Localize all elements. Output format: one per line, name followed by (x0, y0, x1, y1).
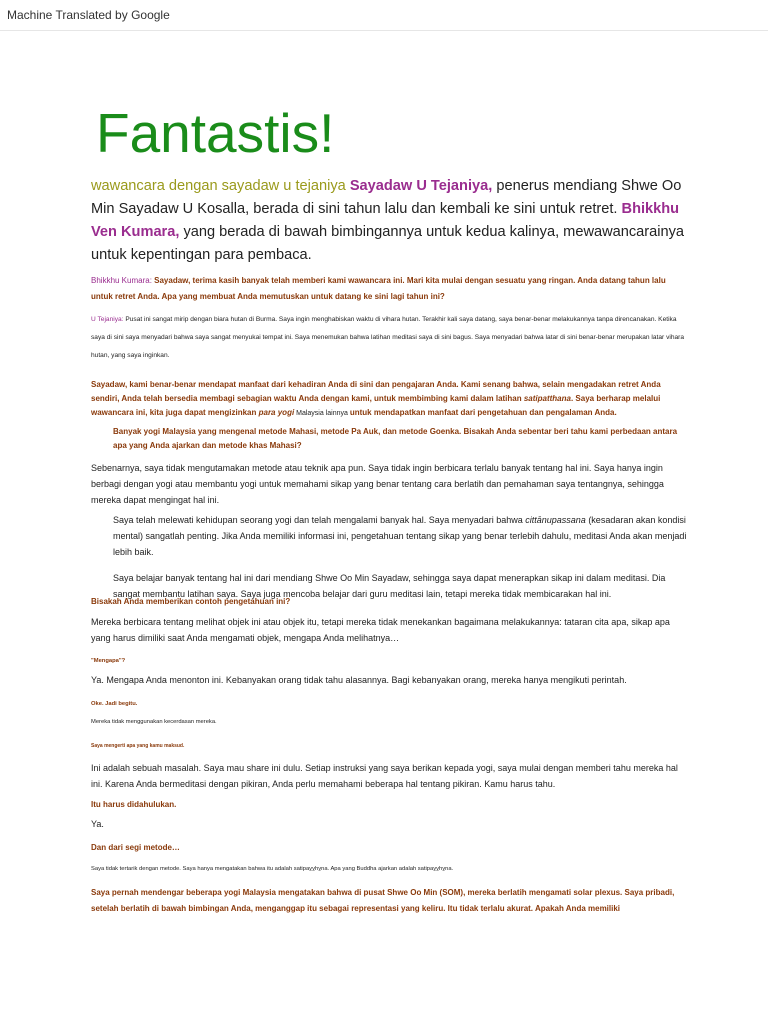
question-7: Saya mengerti apa yang kamu maksud. (91, 743, 185, 749)
question-6: Oke. Jadi begitu. (91, 701, 138, 707)
question-2 (91, 378, 687, 421)
answer-7: Ini adalah sebuah masalah. Saya mau share ini dulu. Setiap instruksi yang saya berikan kepada yogi, saya mulai dengan memberi tahu mereka hal ini. Karena Anda bermeditasi dengan pikiran, Anda perlu memahami beberapa hal tentang pikiran. Kamu harus tahu. (91, 763, 678, 789)
speaker-tejaniya: U Tejaniya: (91, 316, 124, 323)
question-2-small: Malaysia lainnya (294, 410, 350, 417)
intro-name-kumara: Bhikkhu Ven Kumara, (91, 201, 680, 240)
answer-1-text: Pusat ini sangat mirip dengan biara hutan di Burma. Saya ingin menghabiskan waktu di vihara hutan. Terakhir kali saya datang, saya benar-benar melakukannya tanpa direncanakan. Ketika saya di sini saya menyadari bahwa saya sangat menyukai tempat ini. Saya menemukan bahwa latihan meditasi saya di sini bagus. Saya menyadari bahwa latar di sini benar-benar merupakan latar vihara hutan, yang saya inginkan. (91, 316, 685, 359)
intro-lead: wawancara dengan sayadaw u tejaniya (91, 178, 346, 194)
article-title: Fantastis! (96, 102, 335, 164)
translation-banner (0, 0, 768, 31)
question-2-italic-1: satipatthana (523, 394, 571, 403)
question-3-text: Banyak yogi Malaysia yang mengenal metode Mahasi, metode Pa Auk, dan metode Goenka. Bisakah Anda sebentar beri tahu kami perbedaan antara apa yang Anda ajarkan dan metode khas Mahasi? (113, 427, 678, 450)
question-1-text: Sayadaw, terima kasih banyak telah memberi kami wawancara ini. Mari kita mulai dengan sesuatu yang ringan. Anda datang tahun lalu untuk retret Anda. Apa yang membuat Anda memutuskan untuk datang ke sini lagi tahun ini? (91, 276, 666, 301)
speaker-kumara: Bhikkhu Kumara: (91, 276, 152, 285)
answer-3-paragraph-3: Saya belajar banyak tentang hal ini dari mendiang Shwe Oo Min Sayadaw, sehingga saya dapat menerapkan sikap ini dalam meditasi. Dia sangat membantu latihan saya. Saya juga mencoba belajar dari guru meditasi lain, tetapi mereka tidak membicarakan hal ini. (113, 573, 666, 599)
question-10: Saya pernah mendengar beberapa yogi Malaysia mengatakan bahwa di pusat Shwe Oo Min (SOM), mereka berlatih mengamati solar plexus. Saya pribadi, setelah berlatih di bawah bimbingan Anda, menganggap itu sebagai representasi yang keliru. Itu tidak terlalu akurat. Apakah Anda memiliki (91, 888, 675, 913)
question-3 (91, 425, 687, 453)
question-2-part-3: untuk mendapatkan manfaat dari pengetahuan dan pengalaman Anda. (349, 408, 617, 417)
answer-3-p2-italic: cittānupassana (525, 515, 586, 525)
question-5: "Mengapa"? (91, 658, 126, 664)
intro-text-2: yang berada di bawah bimbingannya untuk kedua kalinya, mewawancarainya untuk kepentingan para pembaca. (91, 224, 685, 263)
answer-4: Mereka berbicara tentang melihat objek ini atau objek itu, tetapi mereka tidak menekankan bagaimana melakukannya: tataran cita apa, sikap apa yang harus dimiliki saat Anda mengamati objek, mengapa Anda melihatnya… (91, 617, 670, 643)
answer-1 (91, 311, 687, 365)
answer-3-paragraph-1: Sebenarnya, saya tidak mengutamakan metode atau teknik apa pun. Saya tidak ingin berbicara terlalu banyak tentang hal ini. Saya hanya ingin berbagi dengan yogi atau membantu yogi untuk memahami sikap yang benar tentang cara berlatih dan pemahaman saya tentangnya, sehingga mereka dapat mengingat hal ini. (91, 463, 664, 505)
article-intro (91, 175, 691, 267)
question-9: Dan dari segi metode… (91, 843, 180, 852)
answer-3-paragraph-2 (91, 512, 687, 560)
question-2-italic-2: para yogi (258, 408, 295, 417)
answer-8: Ya. (91, 819, 104, 829)
question-2-part-2: . Saya berharap melalui wawancara ini, kita juga dapat mengizinkan (91, 394, 661, 417)
answer-5: Ya. Mengapa Anda menonton ini. Kebanyakan orang tidak tahu alasannya. Bagi kebanyakan orang, mereka hanya mengikuti perintah. (91, 675, 627, 685)
question-4: Bisakah Anda memberikan contoh pengetahuan ini? (91, 597, 291, 606)
question-8: Itu harus didahulukan. (91, 800, 177, 809)
answer-6: Mereka tidak menggunakan kecerdasan mereka. (91, 719, 217, 725)
intro-text-1: penerus mendiang Shwe Oo Min Sayadaw U Kosalla, berada di sini tahun lalu dan kembali ke sini untuk retret. (91, 178, 682, 217)
answer-3-p2-part-2: (kesadaran akan kondisi mental) sangatlah penting. Jika Anda memiliki informasi ini, pengetahuan tentang sikap yang benar terlebih dahulu, meditasi Anda akan menjadi lebih baik. (113, 515, 687, 557)
machine-translated-label: Machine Translated by Google (7, 8, 170, 22)
answer-9: Saya tidak tertarik dengan metode. Saya hanya mengatakan bahwa itu adalah satipaỵỵhỵna. Apa yang Buddha ajarkan adalah satipaỵỵhỵna. (91, 866, 454, 872)
question-1 (91, 273, 687, 305)
question-2-part-1: Sayadaw, kami benar-benar mendapat manfaat dari kehadiran Anda di sini dan pengajaran Anda. Kami senang bahwa, selain mengadakan retret Anda sendiri, Anda telah bersedia membagi sebagian waktu Anda dengan kami, untuk membimbing kami dalam latihan (91, 380, 661, 403)
answer-3 (91, 460, 687, 602)
intro-name-tejaniya: Sayadaw U Tejaniya, (349, 178, 493, 194)
answer-3-p2-part-1: Saya telah melewati kehidupan seorang yogi dan telah mengalami banyak hal. Saya menyadari bahwa (113, 515, 526, 525)
